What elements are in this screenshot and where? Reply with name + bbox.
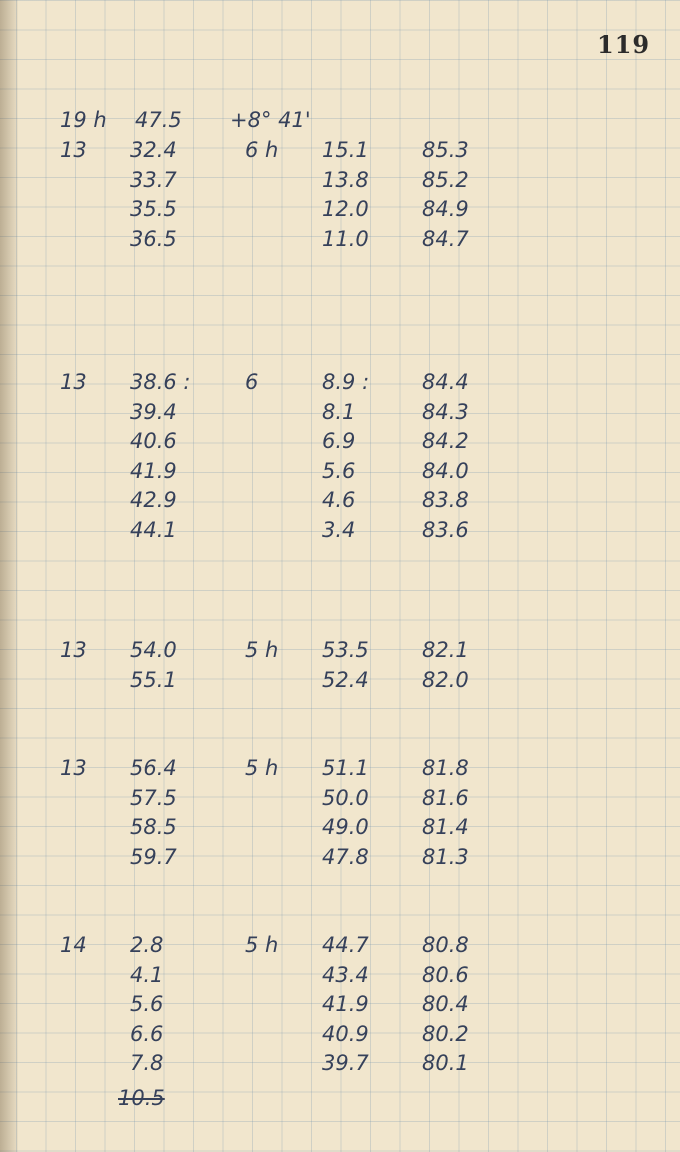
cell-minutes: 40.6: [130, 429, 177, 453]
cell-reading: 6.9: [322, 429, 356, 453]
cell-minutes: 36.5: [130, 226, 177, 251]
cell-day-hour: 5 h: [245, 756, 279, 780]
cell-minutes: 6.6: [130, 1021, 164, 1046]
header-declination: +8° 41': [230, 108, 311, 132]
cell-minutes: 54.0: [130, 638, 177, 662]
cell-day-hour: 5 h: [245, 638, 279, 662]
cell-minutes: 44.1: [130, 517, 177, 542]
cell-hours: 13: [60, 138, 87, 162]
cell-degree-reading: 80.2: [422, 1021, 469, 1046]
cell-reading: 12.0: [322, 197, 369, 221]
cell-minutes: 55.1: [130, 667, 177, 692]
header-minutes: 47.5: [135, 108, 182, 132]
cell-degree-reading: 83.8: [422, 488, 469, 512]
cell-minutes: 41.9: [130, 458, 177, 483]
cell-day-hour: 5 h: [245, 933, 279, 957]
cell-degree-reading: 80.8: [422, 933, 469, 957]
cell-hours: 13: [60, 756, 87, 780]
cell-degree-reading: 84.2: [422, 429, 469, 453]
cell-degree-reading: 85.2: [422, 167, 469, 192]
page-number: 119: [597, 30, 651, 59]
cell-minutes: 2.8: [130, 933, 164, 957]
cell-reading: 53.5: [322, 638, 369, 662]
page-binding-shadow: [0, 0, 18, 1152]
cell-minutes: 7.8: [130, 1051, 164, 1075]
cell-reading: 43.4: [322, 962, 369, 987]
cell-reading: 44.7: [322, 933, 369, 957]
cell-minutes: 56.4: [130, 756, 177, 780]
cell-hours: 14: [60, 933, 87, 957]
cell-degree-reading: 83.6: [422, 517, 469, 542]
header-hours: 19 h: [60, 108, 107, 132]
cell-degree-reading: 81.3: [422, 844, 469, 869]
cell-reading: 40.9: [322, 1021, 369, 1046]
cell-degree-reading: 85.3: [422, 138, 469, 162]
cell-reading: 13.8: [322, 167, 369, 192]
cell-minutes: 38.6 :: [130, 370, 191, 394]
cell-reading: 5.6: [322, 458, 356, 483]
cell-reading: 8.9 :: [322, 370, 370, 394]
cell-degree-reading: 80.4: [422, 992, 469, 1016]
cell-degree-reading: 84.7: [422, 226, 469, 251]
cell-reading: 50.0: [322, 785, 369, 810]
cell-minutes: 32.4: [130, 138, 177, 162]
cell-degree-reading: 84.3: [422, 399, 469, 424]
cell-reading: 15.1: [322, 138, 369, 162]
cell-degree-reading: 84.0: [422, 458, 469, 483]
cell-degree-reading: 84.9: [422, 197, 469, 221]
cell-reading: 52.4: [322, 667, 369, 692]
cell-degree-reading: 81.4: [422, 815, 469, 839]
cell-degree-reading: 80.1: [422, 1051, 469, 1075]
cell-degree-reading: 81.6: [422, 785, 469, 810]
cell-reading: 11.0: [322, 226, 369, 251]
cell-minutes: 58.5: [130, 815, 177, 839]
cell-reading: 8.1: [322, 399, 356, 424]
cell-reading: 39.7: [322, 1051, 369, 1075]
cell-degree-reading: 82.1: [422, 638, 469, 662]
cell-reading: 49.0: [322, 815, 369, 839]
cell-reading: 51.1: [322, 756, 369, 780]
cell-minutes: 5.6: [130, 992, 164, 1016]
cell-day-hour: 6: [245, 370, 259, 394]
cell-reading: 47.8: [322, 844, 369, 869]
cell-minutes: 35.5: [130, 197, 177, 221]
cell-minutes: 42.9: [130, 488, 177, 512]
cell-reading: 41.9: [322, 992, 369, 1016]
cell-minutes: 57.5: [130, 785, 177, 810]
cell-minutes: 59.7: [130, 844, 177, 869]
cell-hours: 13: [60, 638, 87, 662]
cell-day-hour: 6 h: [245, 138, 279, 162]
cell-reading: 4.6: [322, 488, 356, 512]
struck-entry: 10.5: [118, 1086, 165, 1110]
cell-degree-reading: 81.8: [422, 756, 469, 780]
cell-degree-reading: 80.6: [422, 962, 469, 987]
cell-minutes: 39.4: [130, 399, 177, 424]
cell-minutes: 4.1: [130, 962, 164, 987]
cell-reading: 3.4: [322, 517, 356, 542]
cell-degree-reading: 84.4: [422, 370, 469, 394]
cell-minutes: 33.7: [130, 167, 177, 192]
cell-hours: 13: [60, 370, 87, 394]
cell-degree-reading: 82.0: [422, 667, 469, 692]
